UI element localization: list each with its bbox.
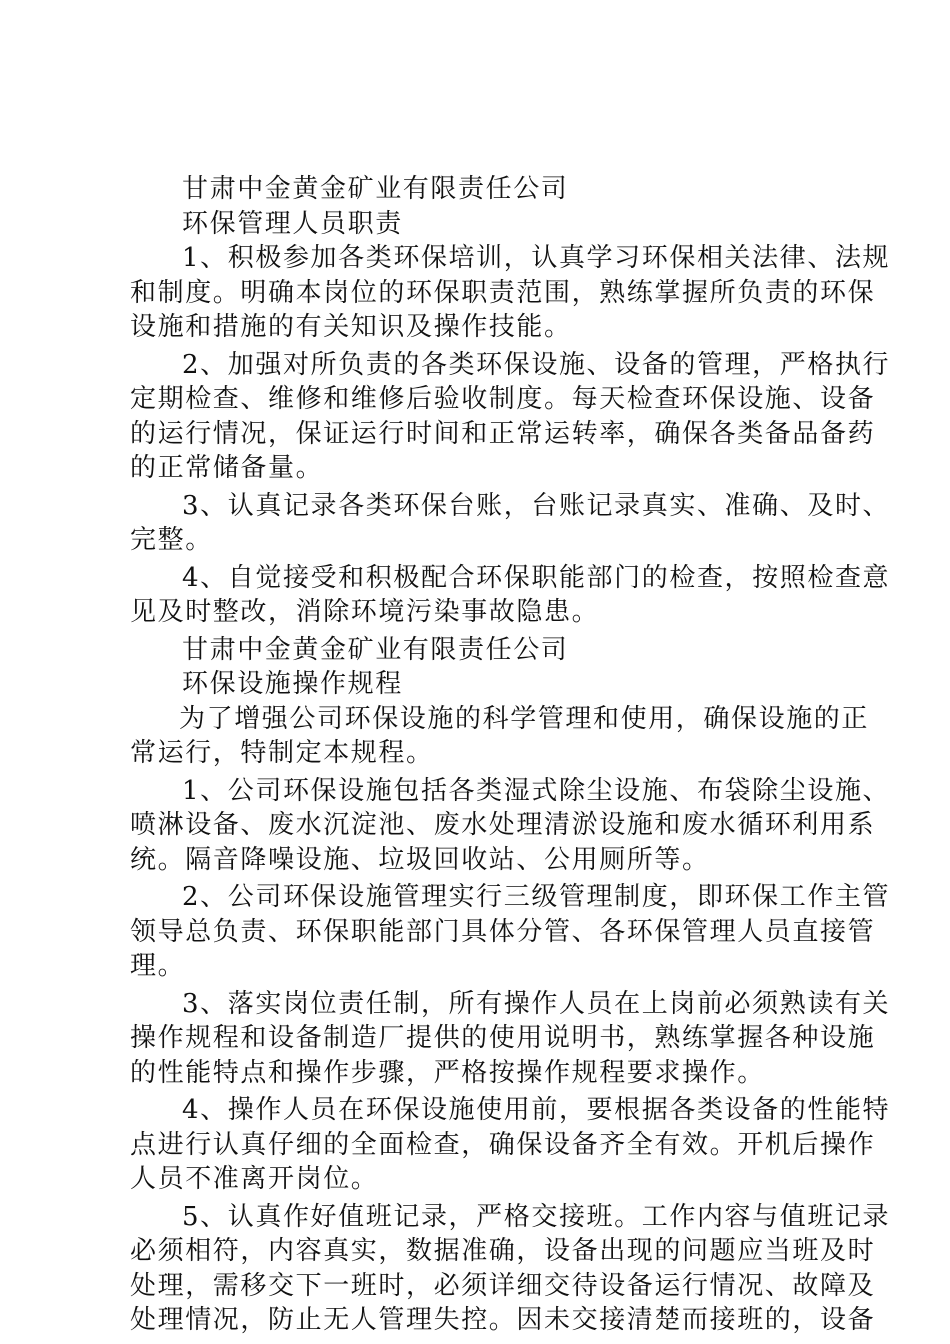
text-line: 人员不准离开岗位。 [130, 1164, 379, 1194]
duty-paragraph [130, 489, 891, 558]
text-line: 见及时整改，消除环境污染事故隐患。 [130, 597, 600, 627]
rule-paragraph [130, 1200, 891, 1338]
text-line: 统。隔音降噪设施、垃圾回收站、公用厕所等。 [130, 844, 710, 875]
text-line: 的正常储备量。 [130, 453, 324, 483]
text-line: 和制度。明确本岗位的环保职责范围，熟练掌握所负责的环保 [130, 277, 876, 308]
text-line: 的运行情况，保证运行时间和正常运转率，确保各类备品备药 [130, 418, 876, 449]
duty-paragraph [130, 241, 891, 345]
intro-paragraph [130, 702, 870, 771]
text-line: 领导总负责、环保职能部门具体分管、各环保管理人员直接管 [130, 916, 876, 947]
rule-paragraph [130, 987, 891, 1091]
text-line: 处理情况，防止无人管理失控。因未交接清楚而接班的，设备 [130, 1305, 876, 1335]
text-line: 点进行认真仔细的全面检查，确保设备齐全有效。开机后操作 [130, 1129, 876, 1160]
text-line: 5、认真作好值班记录，严格交接班。工作内容与值班记录 [182, 1201, 891, 1232]
text-line: 操作规程和设备制造厂提供的使用说明书，熟练掌握各种设施 [130, 1023, 876, 1053]
text-line: 设施和措施的有关知识及操作技能。 [130, 312, 572, 342]
text-line: 常运行，特制定本规程。 [130, 738, 434, 768]
duty-paragraph [130, 561, 891, 630]
text-line: 3、认真记录各类环保台账，台账记录真实、准确、及时、 [182, 490, 891, 521]
duty-paragraph [130, 348, 891, 486]
text-line: 1、公司环保设施包括各类湿式除尘设施、布袋除尘设施、 [182, 775, 891, 806]
rule-paragraph [130, 880, 891, 984]
text-line: 喷淋设备、废水沉淀池、废水处理清淤设施和废水循环利用系 [130, 810, 876, 840]
text-line: 完整。 [130, 525, 213, 555]
text-line: 定期检查、维修和维修后验收制度。每天检查环保设施、设备 [130, 384, 876, 414]
text-line: 的性能特点和操作步骤，严格按操作规程要求操作。 [130, 1057, 765, 1088]
text-line: 必须相符，内容真实，数据准确，设备出现的问题应当班及时 [130, 1236, 876, 1266]
section-title: 环保设施操作规程 [182, 669, 403, 699]
text-line: 理。 [130, 951, 186, 981]
text-line: 2、公司环保设施管理实行三级管理制度，即环保工作主管 [182, 882, 891, 912]
text-line: 2、加强对所负责的各类环保设施、设备的管理，严格执行 [182, 349, 891, 380]
rule-paragraph [130, 1093, 891, 1197]
section-title: 环保管理人员职责 [182, 208, 403, 239]
text-line: 为了增强公司环保设施的科学管理和使用，确保设施的正 [179, 703, 870, 734]
text-line: 3、落实岗位责任制，所有操作人员在上岗前必须熟读有关 [182, 988, 891, 1019]
rule-paragraph [130, 774, 891, 878]
text-line: 4、自觉接受和积极配合环保职能部门的检查，按照检查意 [182, 562, 891, 593]
company-name: 甘肃中金黄金矿业有限责任公司 [182, 174, 569, 204]
document-body [130, 172, 891, 1341]
text-line: 处理，需移交下一班时，必须详细交待设备运行情况、故障及 [130, 1270, 876, 1301]
text-line: 1、积极参加各类环保培训，认真学习环保相关法律、法规 [182, 243, 891, 273]
company-name: 甘肃中金黄金矿业有限责任公司 [182, 634, 569, 665]
text-line: 4、操作人员在环保设施使用前，要根据各类设备的性能特 [182, 1095, 891, 1125]
